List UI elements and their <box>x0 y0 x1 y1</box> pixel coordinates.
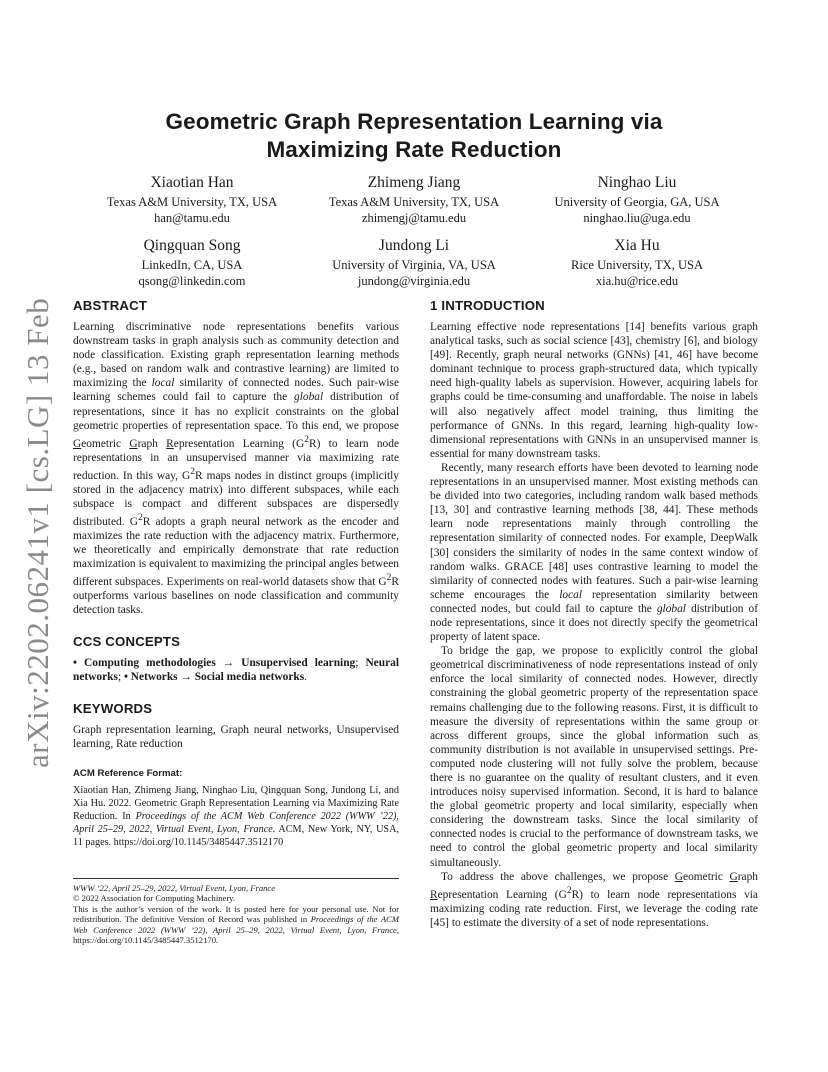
copyright-footer <box>73 878 399 945</box>
footer-venue: WWW ’22, April 25–29, 2022, Virtual Event, Lyon, France <box>73 883 276 893</box>
author-block <box>62 173 322 226</box>
author-affiliation: University of Virginia, VA, USA <box>332 258 496 272</box>
left-column <box>73 297 399 850</box>
keywords-heading: KEYWORDS <box>73 701 153 717</box>
footer-copyright: © 2022 Association for Computing Machinery. <box>73 893 236 904</box>
author-email[interactable]: jundong@virginia.edu <box>357 274 471 288</box>
arxiv-side-stamp <box>10 290 62 770</box>
intro-paragraph: To address the above challenges, we propose Geometric Graph Representation Learning $(G^2R)$ to learn node representations via maximizing coding rate reduction. First, we leverage the coding rate [45] to estimate the diversity of a set of node representations. <box>430 870 758 929</box>
author-email[interactable]: xia.hu@rice.edu <box>595 274 679 288</box>
author-affiliation: Texas A&M University, TX, USA <box>106 195 278 209</box>
arxiv-stamp-text: arXiv:2202.06241v1 [cs.LG] 13 Feb 2022 <box>20 290 55 768</box>
author-affiliation: University of Georgia, GA, USA <box>554 195 720 209</box>
author-email[interactable]: han@tamu.edu <box>154 211 230 225</box>
title-line-2: Maximizing Rate Reduction <box>266 137 562 162</box>
reference-format-heading: ACM Reference Format: <box>73 768 183 780</box>
right-column <box>430 297 758 930</box>
author-block <box>284 236 544 289</box>
author-email[interactable]: ninghao.liu@uga.edu <box>583 211 691 225</box>
footer-note: This is the author’s version of the work. It is posted here for your personal use. Not for redistribution. The definitive Version of Record was published in Proceedings of the ACM Web Conference 2022 (WWW ’22), April 25–29, 2022, Virtual Event, Lyon, France, https://doi.org/10.1145/3485447.3512170. <box>73 903 399 946</box>
footer-rule <box>73 878 399 879</box>
author-email[interactable]: zhimengj@tamu.edu <box>361 211 467 225</box>
author-name: Ninghao Liu <box>597 174 677 191</box>
reference-format-text: Xiaotian Han, Zhimeng Jiang, Ninghao Liu, Qingquan Song, Jundong Li, and Xia Hu. 2022. Geometric Graph Representation Learning via Maximizing Rate Reduction. In Proceedings of the ACM Web Conference 2022 (WWW ’22), April 25–29, 2022, Virtual Event, Lyon, France. ACM, New York, NY, USA, 11 pages. https://doi.org/10.1145/3485447.3512170 <box>73 784 400 849</box>
introduction-heading: 1 INTRODUCTION <box>430 298 545 313</box>
author-affiliation: Texas A&M University, TX, USA <box>328 195 500 209</box>
paper-title <box>120 108 708 164</box>
ccs-concepts: • Computing methodologies → Unsupervised learning; Neural networks; • Networks → Social media networks. <box>73 657 399 684</box>
intro-paragraph: Recently, many research efforts have been devoted to learning node representations in an unsupervised manner. Most existing methods can be divided into two categories, including random walk based methods [13, 30] and contrastive learning methods [38, 44]. These methods learn node representations mainly through controlling the representation similarity of connected nodes. For example, DeepWalk [30] considers the similarity of nodes in the same context window of random walks. GRACE [48] uses contrastive learning to model the similarity of connected nodes with features. Such a pair-wise learning scheme encourages the local representation similarity between connected nodes, but could fail to capture the global distribution of node representations, since it does not directly specify the geometrical property of latent space. <box>430 461 758 644</box>
author-affiliation: Rice University, TX, USA <box>571 258 703 272</box>
intro-paragraph: To bridge the gap, we propose to explicitly control the global geometrical discriminativeness of node representations instead of only enforce the local similarity of connected nodes. However, directly constraining the global geometric property of the representation space remains challenging due to the following reasons. First, it is difficult to measure the diversity of representations within the same group or across different groups, since the global information such as community distribution is not available in unsupervised settings. Pre-computed node clustering will not fully solve the problem, because there is no guarantee on the quality of resultant clusters, and it even introduces noisy supervised information. Second, it is hard to balance the global geometric property and local similarity, especially when considering the downstream tasks. Since the local similarity of connected nodes is crucial to the performance of downstream tasks, we need to control the global geometric property and local similarity simultaneously. <box>430 645 758 869</box>
title-line-1: Geometric Graph Representation Learning via <box>165 109 663 134</box>
author-name: Xiaotian Han <box>150 174 234 191</box>
author-affiliation: LinkedIn, CA, USA <box>141 258 243 272</box>
author-block <box>507 173 767 226</box>
abstract-heading: ABSTRACT <box>73 298 148 313</box>
intro-paragraph: Learning effective node representations [14] benefits various graph analytical tasks, such as social science [43], chemistry [6], and biology [49]. Recently, graph neural networks (GNNs) [41, 46] have become dominant technique to process graph-structured data, which typically need high-quality labels as supervision. However, acquiring labels for graphs could be time-consuming and unaffordable. The noise in labels will also negatively affect model training, thus limiting the performance of GNNs. In this regard, learning high-quality low-dimensional representations with GNNs in an unsupervised manner is essential for many downstream tasks. <box>430 321 758 460</box>
author-email[interactable]: qsong@linkedin.com <box>138 274 246 288</box>
author-name: Jundong Li <box>378 237 450 254</box>
keywords-text: Graph representation learning, Graph neural networks, Unsupervised learning, Rate reduction <box>73 724 399 751</box>
author-name: Zhimeng Jiang <box>367 174 461 191</box>
author-block <box>62 236 322 289</box>
ccs-heading: CCS CONCEPTS <box>73 634 181 650</box>
abstract-text: Learning discriminative node representations benefits various downstream tasks in graph analysis such as community detection and node classification. Existing graph representation learning methods (e.g., based on random walk and contrastive learning) are limited to maximizing the local similarity of connected nodes. Such pair-wise learning schemes could fail to capture the global distribution of representations, since it has no explicit constraints on the global geometric properties of representation space. To this end, we propose Geometric Graph Representation Learning $(G^2R)$ to learn node representations in an unsupervised manner via maximizing rate reduction. In this way, $G^2R$ maps nodes in distinct groups (implicitly stored in the adjacency matrix) into different subspaces, while each subspace is compact and different subspaces are dispersedly distributed. $G^2R$ adopts a graph neural network as the encoder and maximizes the rate reduction with the adjacency matrix. Furthermore, we theoretically and empirically demonstrate that rate reduction maximization is equivalent to maximizing the principal angles between different subspaces. Experiments on real-world datasets show that $G^2R$ outperforms various baselines on node classification and community detection tasks. <box>73 321 400 616</box>
arxiv-stamp-svg <box>10 290 62 770</box>
author-name: Qingquan Song <box>143 237 241 254</box>
author-block <box>507 236 767 289</box>
author-block <box>284 173 544 226</box>
author-name: Xia Hu <box>614 237 660 254</box>
